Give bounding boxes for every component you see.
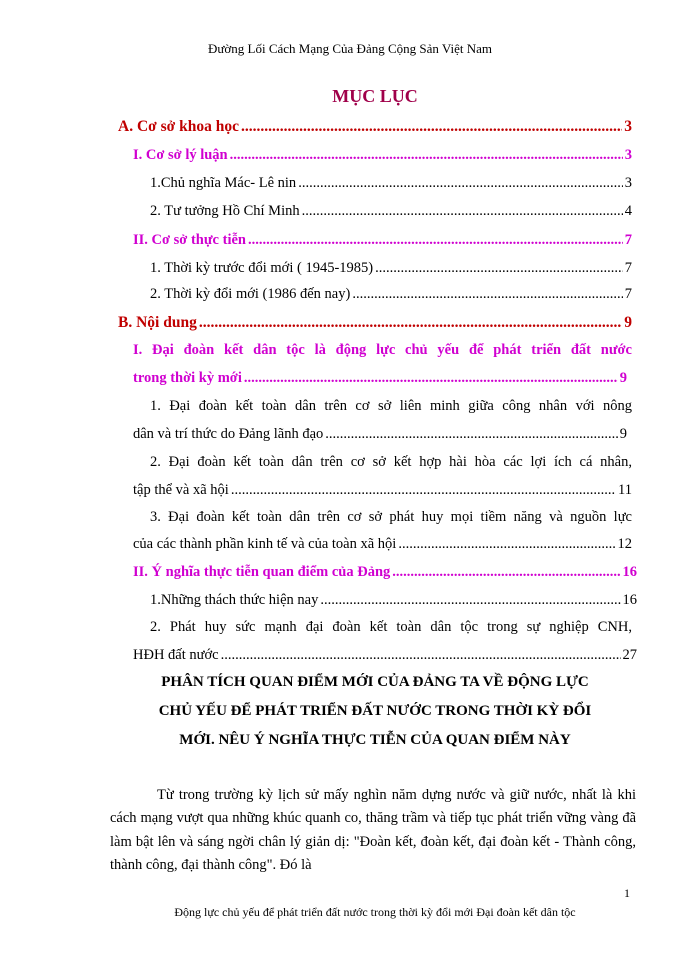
toc-entry-b[interactable] [118, 314, 632, 332]
toc-entry-a-ii-2[interactable] [150, 286, 632, 303]
toc-leader-dots [352, 286, 622, 303]
toc-leader-dots [230, 147, 623, 164]
toc-leader-dots [302, 203, 623, 220]
toc-entry-page: 3 [624, 147, 632, 163]
toc-entry-text: 2. Tư tưởng Hồ Chí Minh [150, 203, 300, 219]
toc-entry-text: 1.Những thách thức hiện nay [150, 592, 319, 608]
toc-entry-b-i-line2[interactable] [133, 370, 627, 387]
toc-entry-page: 3 [624, 175, 632, 191]
toc-entry-text: A. Cơ sở khoa học [118, 118, 239, 135]
toc-entry-b-i-3-line1[interactable]: 3. Đại đoàn kết toàn dân trên cơ sở phát huy mọi tiềm năng và nguồn lực [150, 509, 632, 525]
toc-entry-b-i-1-line1[interactable]: 1. Đại đoàn kết toàn dân trên cơ sở liên minh giữa công nhân với nông [150, 398, 632, 414]
toc-entry-text: II. Ý nghĩa thực tiễn quan điểm của Đảng [133, 564, 391, 580]
toc-leader-dots [231, 482, 616, 499]
toc-leader-dots [221, 647, 621, 664]
toc-leader-dots [298, 175, 623, 192]
page-number: 1 [624, 886, 630, 900]
running-footer: Động lực chủ yếu để phát triển đất nước trong thời kỳ đổi mới Đại đoàn kết dân tộc [174, 905, 576, 919]
toc-entry-text: HĐH đất nước [133, 647, 219, 663]
toc-entry-page: 3 [624, 118, 632, 135]
document-title-line: PHÂN TÍCH QUAN ĐIỂM MỚI CỦA ĐẢNG TA VỀ ĐỘNG LỰC [161, 674, 589, 690]
toc-entry-page: 9 [619, 370, 627, 386]
toc-entry-page: 9 [619, 426, 627, 442]
toc-entry-text: 1.Chủ nghĩa Mác- Lê nin [150, 175, 297, 191]
toc-entry-text: I. Cơ sở lý luận [133, 147, 228, 163]
toc-entry-b-i-3-line2[interactable] [133, 536, 632, 553]
toc-entry-text: tập thể và xã hội [133, 482, 229, 498]
toc-leader-dots [375, 260, 623, 277]
toc-leader-dots [199, 314, 622, 332]
toc-title: MỤC LỤC [332, 86, 418, 106]
toc-entry-b-ii[interactable] [133, 564, 637, 581]
toc-entry-text: II. Cơ sở thực tiễn [133, 232, 246, 248]
toc-entry-page: 16 [622, 592, 637, 608]
toc-entry-text: trong thời kỳ mới [133, 370, 242, 386]
toc-entry-page: 7 [624, 260, 632, 276]
toc-entry-page: 12 [617, 536, 632, 552]
document-title-line: CHỦ YẾU ĐỂ PHÁT TRIỂN ĐẤT NƯỚC TRONG THỜI KỲ ĐỔI [158, 703, 592, 719]
toc-leader-dots [241, 118, 622, 136]
toc-entry-a-i[interactable] [133, 147, 632, 164]
toc-entry-b-ii-2-line2[interactable] [133, 647, 637, 664]
toc-entry-a[interactable] [118, 118, 632, 136]
toc-leader-dots [248, 232, 623, 249]
toc-entry-b-ii-2-line1[interactable]: 2. Phát huy sức mạnh đại đoàn kết toàn dân tộc trong sự nghiệp CNH, [150, 619, 632, 635]
toc-entry-page: 9 [624, 314, 632, 331]
toc-entry-b-i-1-line2[interactable] [133, 426, 627, 443]
toc-entry-page: 4 [624, 203, 632, 219]
running-header: Đường Lối Cách Mạng Của Đảng Cộng Sản Việt Nam [207, 41, 493, 56]
toc-entry-page: 11 [618, 482, 632, 498]
toc-entry-b-i-2-line1[interactable]: 2. Đại đoàn kết toàn dân trên cơ sở kết hợp hài hòa các lợi ích cá nhân, [150, 454, 632, 470]
body-paragraph-text: Từ trong trường kỳ lịch sử mấy nghìn năm dựng nước và giữ nước, nhất là khi cách mạng vượt qua những khúc quanh co, thăng trầm và tiếp tục phát triển vững vàng đã làm bật lên và sáng ngời chân lý giản dị: "Đoàn kết, đoàn kết, đại đoàn kết - Thành công, thành công, đại thành công". Đó là [110, 787, 636, 873]
toc-entry-b-i-2-line2[interactable] [133, 482, 632, 499]
document-title [90, 668, 660, 755]
body-paragraph [110, 784, 636, 877]
toc-leader-dots [398, 536, 615, 553]
toc-entry-page: 16 [622, 564, 637, 580]
toc-entry-b-ii-1[interactable] [150, 592, 637, 609]
toc-leader-dots [392, 564, 620, 581]
toc-entry-text: 1. Thời kỳ trước đổi mới ( 1945-1985) [150, 260, 374, 276]
toc-entry-a-i-1[interactable] [150, 175, 632, 192]
toc-entry-text: của các thành phần kinh tế và của toàn xã hội [133, 536, 397, 552]
toc-entry-a-ii[interactable] [133, 232, 632, 249]
toc-leader-dots [320, 592, 620, 609]
toc-leader-dots [244, 370, 618, 387]
toc-entry-b-i-line1[interactable]: I. Đại đoàn kết dân tộc là động lực chủ yếu để phát triển đất nước [133, 342, 632, 358]
toc-entry-text: B. Nội dung [118, 314, 197, 331]
toc-entry-text: dân và trí thức do Đảng lãnh đạo [133, 426, 324, 442]
toc-entry-a-ii-1[interactable] [150, 260, 632, 277]
toc-leader-dots [325, 426, 617, 443]
toc-entry-page: 7 [624, 232, 632, 248]
document-title-line: MỚI. NÊU Ý NGHĨA THỰC TIỄN CỦA QUAN ĐIỂM NÀY [179, 732, 571, 748]
toc-entry-page: 7 [624, 286, 632, 302]
toc-entry-page: 27 [622, 647, 637, 663]
toc-entry-text: 2. Thời kỳ đổi mới (1986 đến nay) [150, 286, 351, 302]
toc-entry-a-i-2[interactable] [150, 203, 632, 220]
